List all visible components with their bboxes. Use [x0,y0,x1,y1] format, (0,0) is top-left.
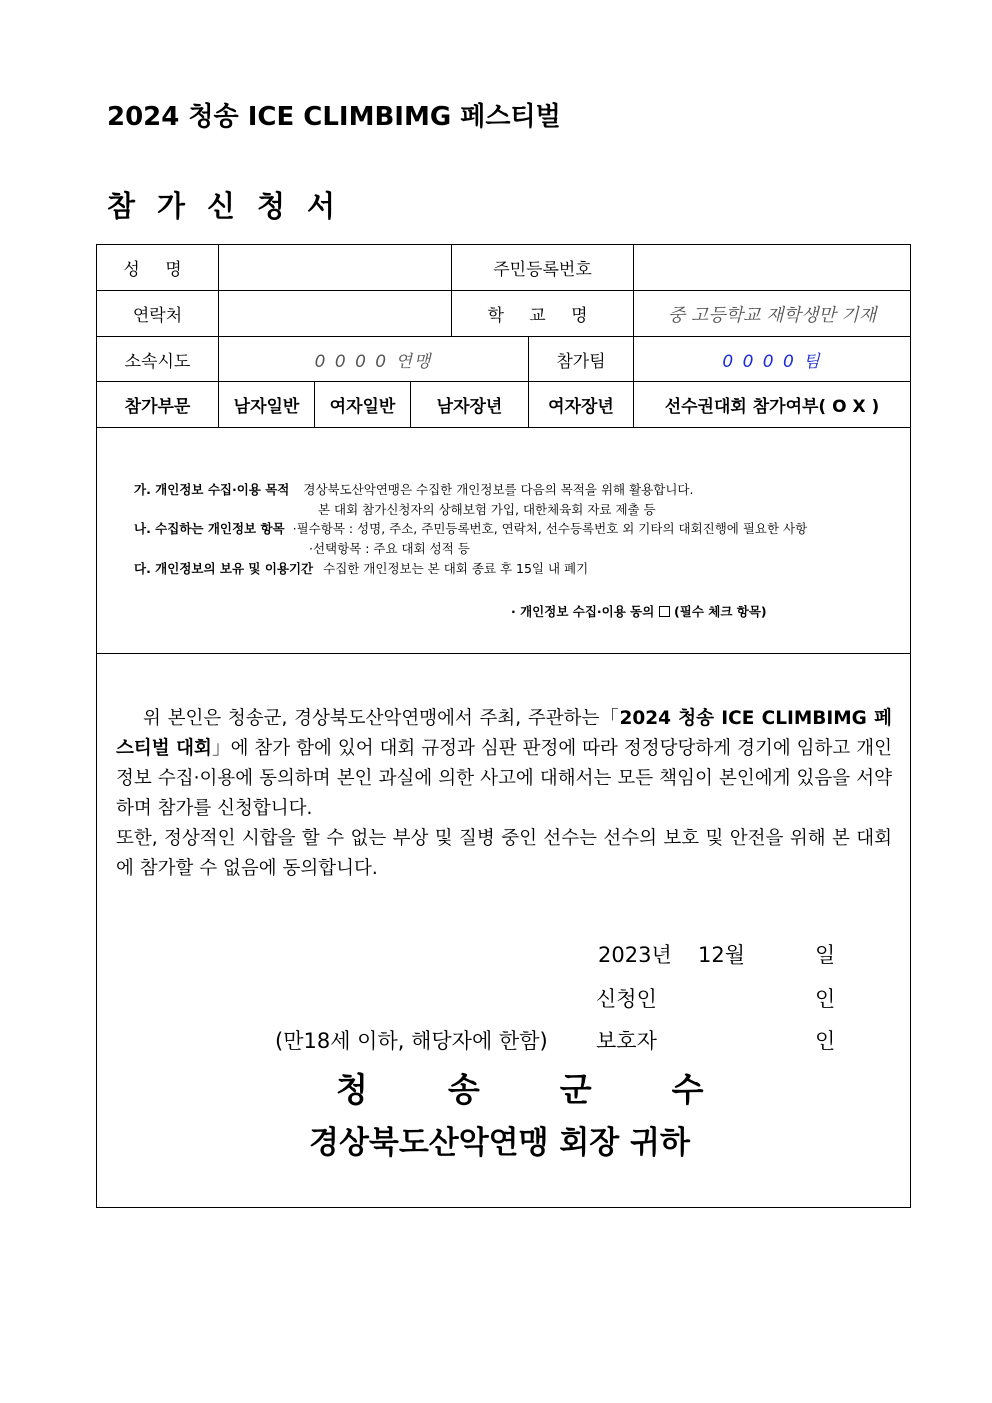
team-label: 참가팀 [556,351,606,372]
guardian-seal[interactable]: 인 [815,1029,836,1053]
declaration-part: 」에 참가 함에 있어 대회 규정과 심판 판정에 따라 정정당당하게 경기에 임하고 개인정보 수집·이용에 동의하며 본인 과실에 의한 사고에 대해서는 모든 책임이 본인에게 있음을 서약하며 참가를 신청합니다. [116,738,892,819]
name-field[interactable] [219,245,451,290]
application-form [96,244,911,1208]
recipient-county: 청송군수 [336,1070,784,1109]
declaration-paragraph: 또한, 정상적인 시합을 할 수 없는 부상 및 질병 중인 선수는 선수의 보호 및 안전을 위해 본 대회에 참가할 수 없음에 동의합니다. [116,828,892,879]
privacy-purpose-label: 가. 개인정보 수집·이용 목적 [134,482,290,497]
privacy-items-label: 나. 수집하는 개인정보 항목 [134,521,285,536]
applicant-label: 신청인 [596,987,657,1011]
division-option-men-general[interactable]: 남자일반 [233,397,300,417]
contact-field[interactable] [219,291,451,336]
rrn-label: 주민등록번호 [493,260,592,280]
privacy-purpose [134,480,693,498]
privacy-consent [511,602,767,620]
region-label: 소속시도 [124,351,191,372]
privacy-section [97,428,910,653]
division-option-women-general[interactable]: 여자일반 [329,397,396,417]
privacy-items [134,519,807,537]
privacy-purpose-detail: 본 대회 참가신청자의 상해보험 가입, 대한체육회 자료 제출 등 [318,502,656,517]
document-subtitle: 참가신청서 [107,189,358,223]
division-option-women-senior[interactable]: 여자장년 [548,397,614,417]
privacy-items-optional: ·선택항목 : 주요 대회 성적 등 [309,541,470,556]
division-option-men-senior[interactable]: 남자장년 [436,397,503,417]
privacy-consent-label: · 개인정보 수집·이용 동의 [511,604,655,619]
consent-checkbox[interactable] [659,606,670,617]
rrn-field[interactable] [634,245,910,290]
privacy-items-required: ·필수항목 : 성명, 주소, 주민등록번호, 연락처, 선수등록번호 외 기타의 대회진행에 필요한 사항 [292,521,808,536]
sign-day: 일 [815,943,836,967]
guardian-note: (만18세 이하, 해당자에 한함) [275,1029,548,1053]
school-label: 학 교 명 [487,306,598,326]
school-field[interactable]: 중 고등학교 재학생만 기재 [667,304,877,326]
sign-year: 2023년 [598,943,672,967]
privacy-retention [134,559,588,577]
region-field[interactable]: 0 0 0 0 연맹 [314,351,433,372]
declaration-part: 위 본인은 청송군, 경상북도산악연맹에서 주최, 주관하는「 [143,708,620,729]
event-name: 2024 청송 ICE CLIMBIMG 페스티벌 대회 [116,708,893,759]
contact-label: 연락처 [132,306,183,326]
declaration-paragraph [116,704,892,824]
guardian-label: 보호자 [596,1029,657,1053]
privacy-retention-label: 다. 개인정보의 보유 및 이용기간 [134,561,314,576]
privacy-consent-note: (필수 체크 항목) [674,604,767,619]
privacy-retention-text: 수집한 개인정보는 본 대회 종료 후 15일 내 폐기 [323,561,589,576]
privacy-purpose-text: 경상북도산악연맹은 수집한 개인정보를 다음의 목적을 위해 활용합니다. [303,482,694,497]
name-label: 성 명 [123,260,192,280]
applicant-seal[interactable]: 인 [815,987,836,1011]
recipient-federation: 경상북도산악연맹 회장 귀하 [309,1125,690,1161]
sign-month: 12월 [698,943,746,967]
declaration-section [97,654,910,1207]
championship-participation[interactable]: 선수권대회 참가여부( O X ) [664,397,880,417]
document-title: 2024 청송 ICE CLIMBIMG 페스티벌 [107,102,561,132]
declaration-text [116,704,892,884]
division-label: 참가부문 [124,397,191,417]
team-field[interactable]: 0 0 0 0 팀 [722,351,822,372]
